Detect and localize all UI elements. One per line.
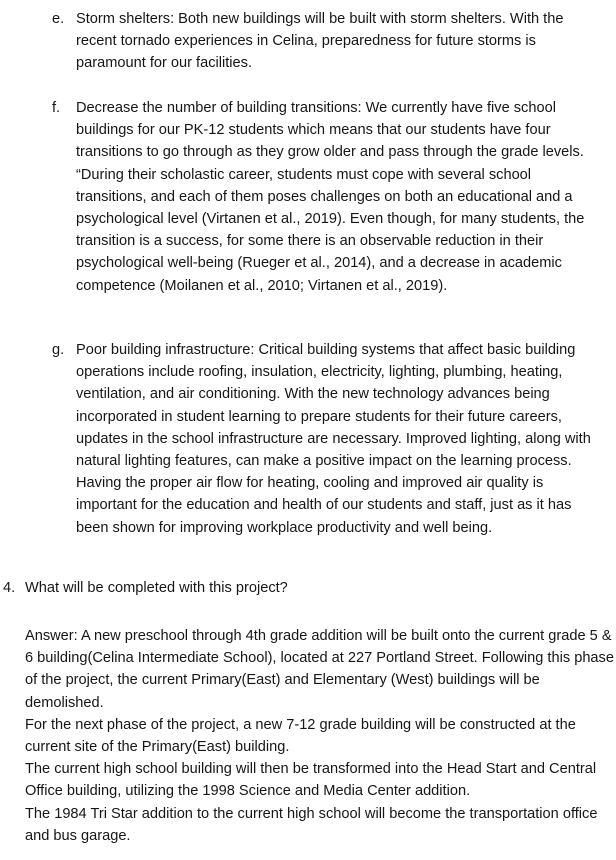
answer-paragraph: The current high school building will then be transformed into the Head Start and Central Office building, utilizing the 1998 Science and Media Center addition.	[25, 761, 597, 800]
question-number: 4.	[3, 580, 16, 596]
list-item-e	[52, 8, 604, 75]
list-item-text: Storm shelters: Both new buildings will be built with storm shelters. With the recent tornado experiences in Celina, preparedness for future storms is paramount for our facilities.	[76, 11, 564, 72]
list-marker: g.	[52, 342, 65, 358]
answer-block	[25, 625, 615, 847]
answer-paragraph: Answer: A new preschool through 4th grade addition will be built onto the current grade 5 & 6 building(Celina Intermediate School), located at 227 Portland Street. Following this phase of the project, the current Primary(East) and Elementary (West) buildings will be demolished.	[25, 628, 614, 711]
list-marker: e.	[52, 11, 65, 27]
list-item-text: Poor building infrastructure: Critical building systems that affect basic building operations include roofing, insulation, electricity, lighting, plumbing, heating, ventilation, and air conditioning. With the new technology advances being incorporated in student learning to prepare students for their future careers, updates in the school infrastructure are necessary. Improved lighting, along with natural lighting features, can make a positive impact on the learning process. Having the proper air flow for heating, cooling and improved air quality is important for the education and health of our students and staff, just as it has been shown for improving workplace productivity and well being.	[76, 342, 591, 536]
question-text: What will be completed with this project?	[25, 580, 288, 596]
answer-paragraph: For the next phase of the project, a new 7-12 grade building will be constructed at the current site of the Primary(East) building.	[25, 716, 576, 756]
list-item-text: Decrease the number of building transitions: We currently have five school buildings for our PK-12 students which means that our students have four transitions to go through as they grow older and pass through the grade levels. “During their scholastic career, students must cope with several school transitions, and each of them poses challenges on both an educational and a psychological level (Virtanen et al., 2019). Even though, for many students, the transition is a success, for some there is an observable reduction in their psychological well-being (Rueger et al., 2014), and a decrease in academic competence (Moilanen et al., 2010; Virtanen et al., 2019).	[76, 100, 585, 294]
list-item-f	[52, 97, 604, 297]
list-marker: f.	[52, 100, 61, 116]
question-item	[3, 577, 609, 599]
answer-paragraph: The 1984 Tri Star addition to the current high school will become the transportation office and bus garage.	[25, 805, 598, 844]
list-item-g	[52, 339, 604, 539]
